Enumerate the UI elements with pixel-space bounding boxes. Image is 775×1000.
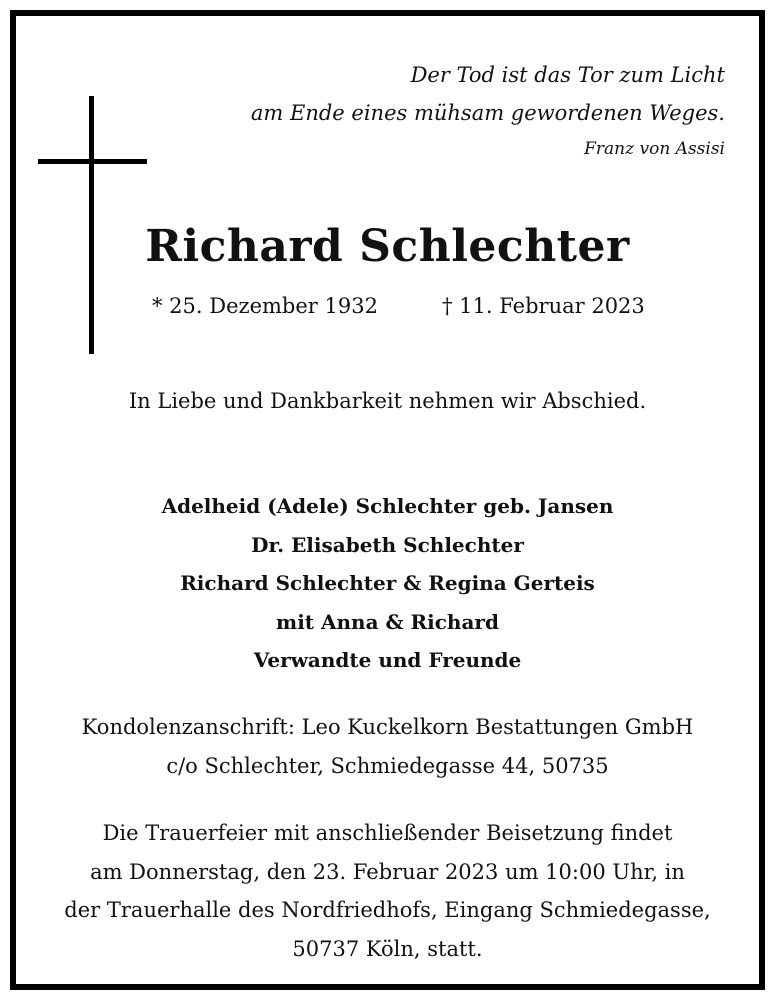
deceased-name: Richard Schlechter bbox=[145, 221, 630, 272]
mourner-name: Adelheid (Adele) Schlechter geb. Jansen bbox=[161, 494, 614, 518]
funeral-service-info bbox=[16, 814, 759, 968]
service-line: 50737 Köln, statt. bbox=[292, 936, 483, 961]
cross-horizontal-bar bbox=[38, 159, 147, 164]
mourner-name: Richard Schlechter & Regina Gerteis bbox=[180, 571, 595, 595]
condolence-address bbox=[16, 708, 759, 786]
service-line: am Donnerstag, den 23. Februar 2023 um 10:00 Uhr, in bbox=[90, 859, 685, 884]
condolence-line: Kondolenzanschrift: Leo Kuckelkorn Bestattungen GmbH bbox=[81, 715, 694, 739]
mourner-name: Dr. Elisabeth Schlechter bbox=[251, 532, 524, 557]
service-line: der Trauerhalle des Nordfriedhofs, Eingang Schmiedegasse, bbox=[64, 898, 711, 922]
birth-date: * 25. Dezember 1932 bbox=[152, 294, 378, 318]
condolence-line: c/o Schlechter, Schmiedegasse 44, 50735 bbox=[166, 754, 609, 778]
death-date: † 11. Februar 2023 bbox=[442, 294, 645, 318]
quote-author: Franz von Assisi bbox=[584, 139, 725, 159]
farewell-text: In Liebe und Dankbarkeit nehmen wir Abschied. bbox=[128, 389, 647, 413]
quote-line: Der Tod ist das Tor zum Licht bbox=[410, 63, 725, 87]
mourner-name: mit Anna & Richard bbox=[276, 609, 499, 634]
quote-block bbox=[251, 56, 725, 166]
obituary-frame bbox=[10, 10, 765, 990]
mourners-list bbox=[16, 487, 759, 680]
mourner-name: Verwandte und Freunde bbox=[253, 648, 522, 672]
service-line: Die Trauerfeier mit anschließender Beisetzung findet bbox=[102, 821, 673, 845]
quote-line: am Ende eines mühsam gewordenen Weges. bbox=[250, 101, 725, 125]
